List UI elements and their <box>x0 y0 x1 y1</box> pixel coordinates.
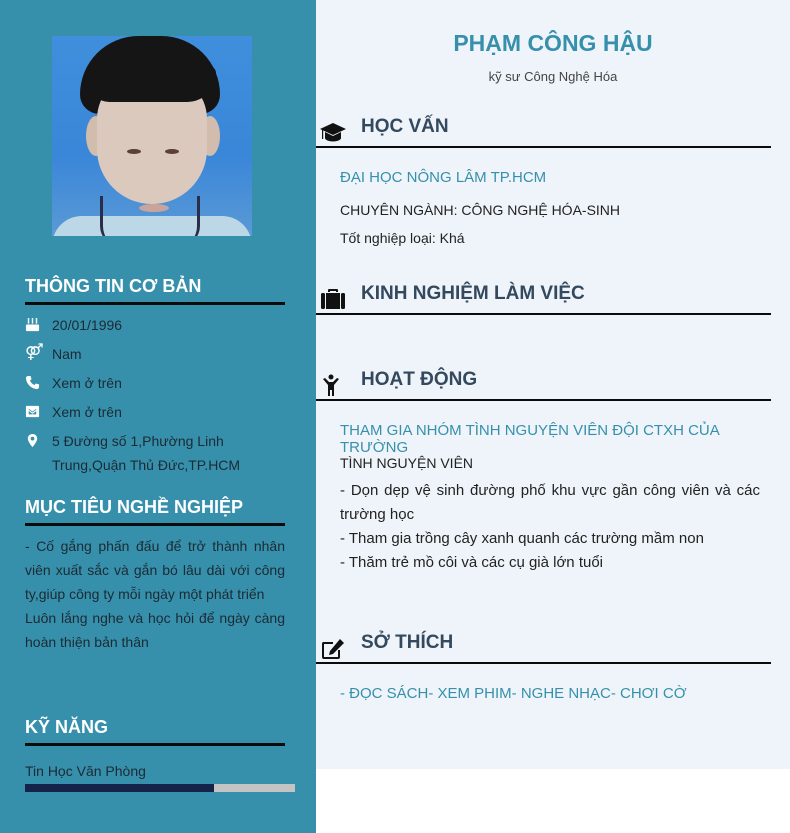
graduation-grade: Tốt nghiệp loại: Khá <box>340 230 465 246</box>
activity-organization: THAM GIA NHÓM TÌNH NGUYỆN VIÊN ĐỘI CTXH CỦA TRƯỜNG <box>340 422 719 456</box>
experience-header <box>316 277 771 315</box>
hobbies-title: SỞ THÍCH <box>361 632 454 653</box>
job-title: kỹ sư Công Nghệ Hóa <box>488 69 618 84</box>
child-icon <box>320 373 348 397</box>
phone-value: Xem ở trên <box>52 375 122 391</box>
objective-section <box>25 495 285 654</box>
email-value: Xem ở trên <box>52 404 122 420</box>
skills-title: KỸ NĂNG <box>25 715 285 746</box>
activity-role: TÌNH NGUYỆN VIÊN <box>340 455 474 471</box>
education-header <box>316 110 771 148</box>
birthdate-row <box>25 313 285 337</box>
graduation-cap-icon <box>320 120 348 144</box>
activities-header <box>316 363 771 401</box>
phone-icon <box>25 371 52 395</box>
basic-info-title: THÔNG TIN CƠ BẢN <box>25 274 285 305</box>
skill-name: Tin Học Văn Phòng <box>25 763 146 779</box>
address-value: 5 Đường số 1,Phường Linh Trung,Quận Thủ Đức,TP.HCM <box>52 433 241 473</box>
briefcase-icon <box>320 287 348 311</box>
skill-level-bar <box>25 784 295 792</box>
activity-details <box>340 479 760 575</box>
activity-detail: - Tham gia trồng cây xanh quanh các trường mầm non <box>340 530 704 547</box>
birthday-cake-icon <box>25 313 52 337</box>
location-icon <box>25 429 52 477</box>
objective-title: MỤC TIÊU NGHỀ NGHIỆP <box>25 495 285 526</box>
main-content <box>316 0 790 769</box>
objective-line: Luôn lắng nghe và học hỏi để ngày càng hoàn thiện bản thân <box>25 610 285 650</box>
gender-row <box>25 342 285 366</box>
email-icon <box>25 400 52 424</box>
activities-title: HOẠT ĐỘNG <box>361 369 478 390</box>
sidebar <box>0 0 316 833</box>
gender-icon: ⚤ <box>25 344 44 361</box>
basic-info-section <box>25 274 285 482</box>
email-row <box>25 400 285 424</box>
hobbies-header <box>316 626 771 664</box>
activity-detail: - Dọn dẹp vệ sinh đường phố khu vực gần công viên và các trường học <box>340 482 760 523</box>
gender-value: Nam <box>52 346 82 362</box>
profile-photo <box>52 36 252 236</box>
candidate-name: PHẠM CÔNG HẬU <box>453 30 653 56</box>
hobbies-text: - ĐỌC SÁCH- XEM PHIM- NGHE NHẠC- CHƠI CỜ <box>340 685 687 702</box>
skills-section <box>25 715 285 792</box>
major: CHUYÊN NGÀNH: CÔNG NGHỆ HÓA-SINH <box>340 202 621 218</box>
address-row <box>25 429 285 477</box>
school-name: ĐẠI HỌC NÔNG LÂM TP.HCM <box>340 169 547 186</box>
experience-title: KINH NGHIỆM LÀM VIỆC <box>361 283 585 304</box>
edit-icon <box>320 636 348 660</box>
phone-row <box>25 371 285 395</box>
activity-detail: - Thăm trẻ mồ côi và các cụ già lớn tuổi <box>340 554 603 571</box>
birthdate-value: 20/01/1996 <box>52 317 123 333</box>
objective-line: - Cố gắng phấn đấu để trở thành nhân viên xuất sắc và gắn bó lâu dài với công ty,giúp công ty mỗi ngày một phát triển <box>25 538 285 602</box>
skill-level-fill <box>25 784 214 792</box>
education-title: HỌC VẤN <box>361 116 449 137</box>
